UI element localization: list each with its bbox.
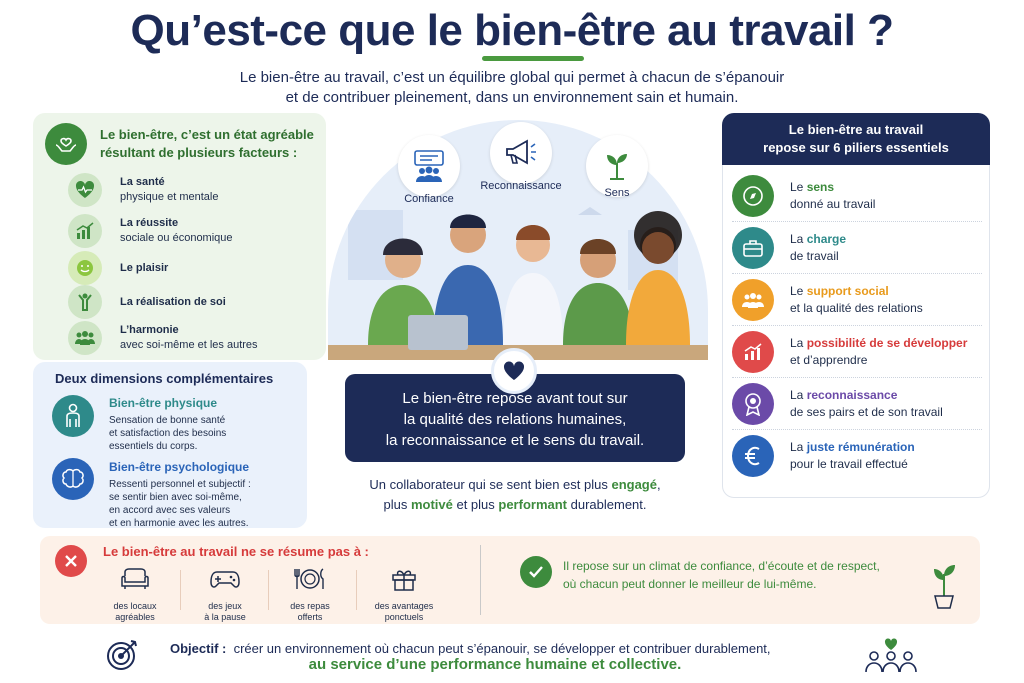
dimension-psychologique	[109, 460, 299, 530]
heart-pulse-icon	[68, 173, 102, 207]
not-item-label: offerts	[297, 612, 323, 622]
pillar-prefix: La	[790, 387, 807, 402]
pillar-3	[732, 274, 982, 326]
sofa-icon	[120, 566, 150, 592]
confiance-label: Confiance	[404, 193, 454, 205]
pillar-5	[732, 378, 982, 430]
growth-chart-icon	[68, 214, 102, 248]
pillar-text	[790, 387, 943, 421]
dimension-psycho-desc	[109, 478, 299, 530]
not-limited-title: Le bien-être au travail ne se résume pas à :	[103, 544, 369, 559]
engagement-statement	[335, 475, 695, 515]
desc-line: et en harmonie avec les autres.	[109, 518, 249, 529]
climate-statement	[563, 557, 903, 593]
pillar-desc: de ses pairs et de son travail	[790, 404, 943, 419]
pillar-desc: et d’apprendre	[790, 352, 868, 367]
desc-line: Sensation de bonne santé	[109, 415, 226, 426]
hands-heart-icon	[45, 123, 87, 165]
dimension-psycho-title: Bien-être psychologique	[109, 460, 250, 474]
banner-divider	[480, 545, 481, 615]
pillar-text	[790, 335, 967, 369]
factor-title: La réalisation de soi	[120, 295, 226, 308]
sprout-icon	[602, 149, 632, 183]
key-message-line: la qualité des relations humaines,	[403, 411, 627, 428]
sens-label: Sens	[604, 187, 630, 199]
factors-heading-line-1: Le bien-être, c’est un état agréable	[100, 127, 314, 142]
pillar-prefix: Le	[790, 283, 807, 298]
key-message-line: la reconnaissance et le sens du travail.	[385, 432, 645, 449]
factor-harmonie	[68, 320, 318, 356]
pillar-prefix: La	[790, 335, 807, 350]
objective-line-1	[170, 641, 771, 656]
confiance-bubble	[398, 135, 460, 197]
subtitle-line-1: Le bien-être au travail, c’est un équilibre global qui permet à chacun de s’épanouir	[239, 69, 785, 86]
title-part-1: Qu’est-ce que le	[130, 6, 475, 55]
desc-line: se sentir bien avec soi-même,	[109, 492, 242, 503]
pillar-desc: et la qualité des relations	[790, 300, 923, 315]
desc-line: Ressenti personnel et subjectif :	[109, 479, 251, 490]
factor-plaisir	[68, 250, 318, 286]
engagement-text: plus	[383, 497, 411, 512]
factors-heading	[100, 126, 320, 162]
pillars-heading-line-2: repose sur 6 piliers essentiels	[763, 140, 949, 155]
chat-people-icon	[411, 148, 447, 184]
factor-title: L’harmonie	[120, 324, 179, 336]
factor-title: Le plaisir	[120, 261, 169, 274]
dimensions-title: Deux dimensions complémentaires	[55, 371, 274, 386]
group-icon	[68, 321, 102, 355]
pillar-desc: de travail	[790, 248, 839, 263]
not-item-label: à la pause	[204, 612, 246, 622]
meal-icon	[293, 566, 327, 592]
pillar-prefix: Le	[790, 179, 807, 194]
engagement-text: et plus	[452, 497, 499, 512]
smiley-icon	[68, 251, 102, 285]
body-icon	[52, 395, 94, 437]
dimension-physique-desc	[109, 414, 299, 453]
pillar-1	[732, 170, 982, 222]
pillar-highlight: charge	[806, 231, 847, 246]
pillar-highlight: juste rémunération	[806, 440, 915, 454]
growth-icon	[732, 331, 774, 373]
factors-heading-line-2: résultant de plusieurs facteurs :	[100, 145, 298, 160]
not-item-label: des avantages	[374, 601, 434, 611]
desc-line: en accord avec ses valeurs	[109, 505, 231, 516]
pillar-prefix: La	[790, 440, 807, 454]
factor-realisation	[68, 284, 318, 320]
objective-line-2: au service d’une performance humaine et collective.	[308, 656, 682, 673]
climate-line: où chacun peut donner le meilleur de lui-même.	[563, 577, 817, 591]
team-heart-icon	[862, 638, 920, 674]
not-item-label: agréables	[115, 612, 155, 622]
pillar-text	[790, 179, 875, 213]
pillar-desc: donné au travail	[790, 196, 876, 211]
reconnaissance-bubble	[490, 122, 552, 184]
not-item-locaux	[95, 566, 175, 623]
pillar-6	[732, 430, 982, 482]
megaphone-icon	[503, 137, 539, 169]
separator	[268, 570, 269, 610]
check-icon	[520, 556, 552, 588]
briefcase-icon	[732, 227, 774, 269]
gift-icon	[390, 566, 418, 592]
factor-reussite	[68, 213, 318, 249]
not-item-label: des jeux	[208, 601, 242, 611]
not-item-jeux	[185, 566, 265, 623]
title-part-2: -être au travail ?	[562, 6, 894, 55]
not-item-repas	[270, 566, 350, 623]
potted-plant-icon	[926, 560, 962, 610]
reconnaissance-label: Reconnaissance	[480, 180, 562, 192]
euro-icon	[732, 435, 774, 477]
pillars-heading	[722, 113, 990, 165]
pillar-2	[732, 222, 982, 274]
pillar-text	[790, 283, 923, 317]
subtitle-line-2: et de contribuer pleinement, dans un environnement sain et humain.	[285, 89, 739, 106]
person-3	[503, 225, 563, 345]
title-underline	[482, 56, 584, 61]
engagement-highlight: engagé	[611, 477, 657, 492]
pillar-highlight: sens	[806, 179, 835, 194]
factor-desc: sociale ou économique	[120, 232, 233, 244]
not-item-label: des locaux	[113, 601, 157, 611]
engagement-highlight: performant	[498, 497, 568, 512]
desc-line: et satisfaction des besoins	[109, 428, 227, 439]
climate-line: Il repose sur un climat de confiance, d’écoute et de respect,	[563, 559, 880, 573]
pillar-highlight: support social	[806, 283, 889, 298]
dimension-physique-title: Bien-être physique	[109, 396, 218, 410]
pillar-text	[790, 231, 846, 265]
title-highlight: bien	[474, 6, 563, 55]
separator	[180, 570, 181, 610]
factor-title: La santé	[120, 176, 165, 188]
factor-sante	[68, 172, 318, 208]
person-4	[563, 239, 633, 345]
desc-line: essentiels du corps.	[109, 441, 198, 452]
pillar-text	[790, 439, 915, 473]
not-item-avantages	[364, 566, 444, 623]
objective-text: créer un environnement où chacun peut s’épanouir, se développer et contribuer durablement,	[233, 641, 771, 656]
key-message-text	[345, 388, 685, 451]
people-icon	[732, 279, 774, 321]
engagement-text: Un collaborateur qui se sent bien est plus	[369, 477, 612, 492]
engagement-text: ,	[656, 477, 661, 492]
brain-icon	[52, 458, 94, 500]
compass-icon	[732, 175, 774, 217]
engagement-text: durablement.	[567, 497, 647, 512]
separator	[356, 570, 357, 610]
page-title	[0, 6, 1024, 56]
pillar-desc: pour le travail effectué	[790, 457, 908, 471]
factor-desc: avec soi-même et les autres	[120, 339, 258, 351]
pillar-prefix: La	[790, 231, 807, 246]
target-icon	[105, 638, 139, 672]
factor-title: La réussite	[120, 217, 179, 229]
engagement-highlight: motivé	[410, 497, 453, 512]
objective-label: Objectif :	[170, 641, 227, 656]
not-item-label: des repas	[290, 601, 330, 611]
pillar-4	[732, 326, 982, 378]
person-raised-arms-icon	[68, 285, 102, 319]
factor-desc: physique et mentale	[120, 191, 219, 203]
gamepad-icon	[209, 566, 241, 592]
subtitle	[0, 68, 1024, 108]
pillars-heading-line-1: Le bien-être au travail	[788, 122, 924, 137]
medal-icon	[732, 383, 774, 425]
pillar-highlight: possibilité de se développer	[806, 335, 968, 350]
key-message-line: Le bien-être repose avant tout sur	[402, 390, 628, 407]
cross-icon	[55, 545, 87, 577]
dimension-physique	[109, 396, 299, 453]
not-item-label: ponctuels	[384, 612, 424, 622]
pillar-highlight: reconnaissance	[806, 387, 898, 402]
